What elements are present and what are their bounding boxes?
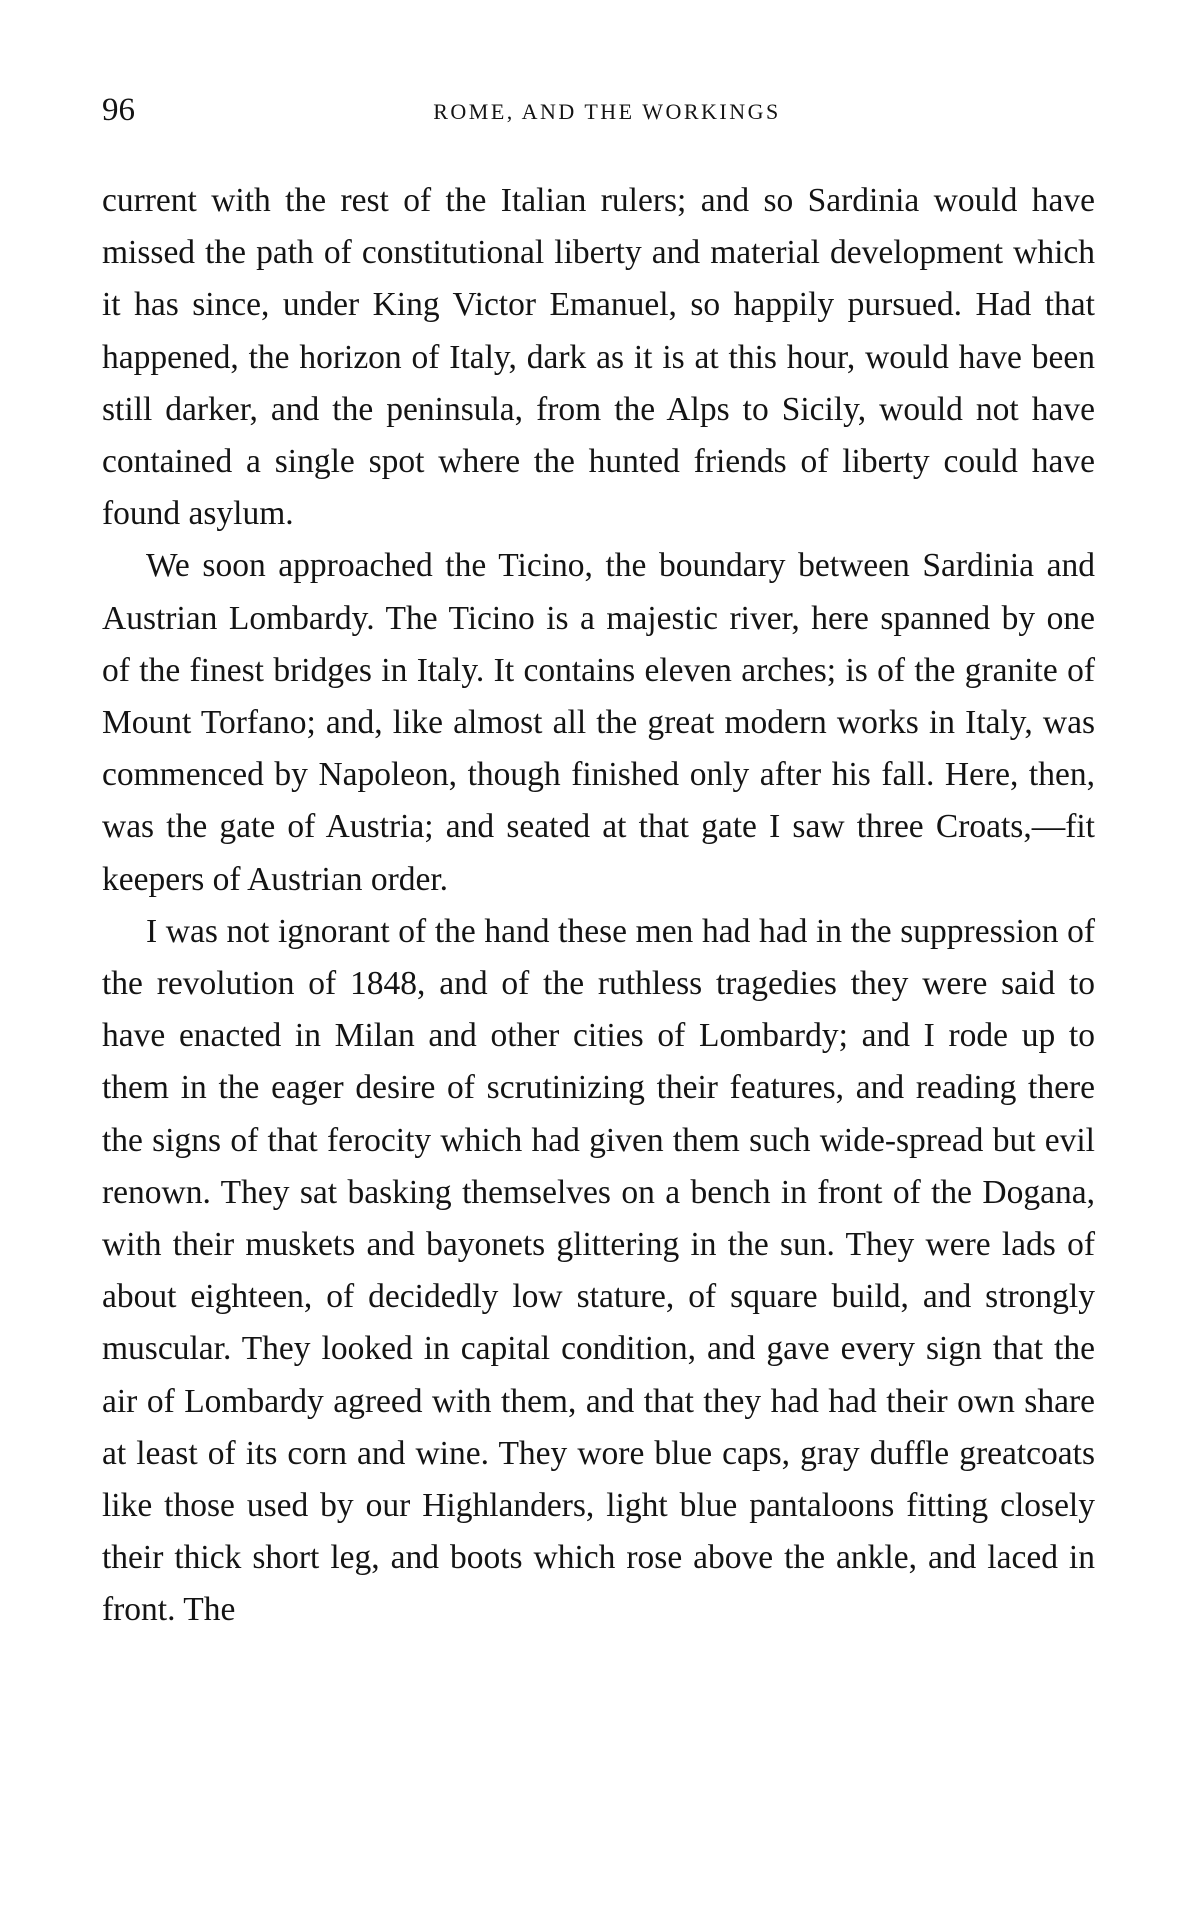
paragraph-3: I was not ignorant of the hand these men had had in the suppression of the revolution of 1848, and of the ruthless tragedies they were said to have enacted in Milan and other cities of Lombardy; and I rode up to them in the eager desire of scrutinizing their features, and reading there the signs of that ferocity which had given them such wide-spread but evil renown. They sat basking themselves on a bench in front of the Dogana, with their muskets and bayonets glittering in the sun. They were lads of about eighteen, of decidedly low stature, of square build, and strongly muscular. They looked in capital condition, and gave every sign that the air of Lombardy agreed with them, and that they had had their own share at least of its corn and wine. They wore blue caps, gray duffle greatcoats like those used by our Highlanders, light blue pantaloons fitting closely their thick short leg, and boots which rose above the ankle, and laced in front. The	[102, 912, 1095, 1629]
running-title: ROME, AND THE WORKINGS	[433, 99, 781, 124]
paragraph-1: current with the rest of the Italian rulers; and so Sardinia would have missed the path of constitutional liberty and material development which it has since, under King Victor Emanuel, so happily pursued. Had that happened, the horizon of Italy, dark as it is at this hour, would have been still darker, and the peninsula, from the Alps to Sicily, would not have contained a single spot where the hunted friends of liberty could have found asylum.	[102, 182, 1095, 533]
body-text	[102, 175, 1095, 1637]
paragraph-2: We soon approached the Ticino, the boundary between Sardinia and Austrian Lombardy. The Ticino is a majestic river, here spanned by one of the finest bridges in Italy. It contains eleven arches; is of the granite of Mount Torfano; and, like almost all the great modern works in Italy, was commenced by Napoleon, though finished only after his fall. Here, then, was the gate of Austria; and seated at that gate I saw three Croats,—fit keepers of Austrian order.	[102, 547, 1095, 898]
page-number: 96	[102, 92, 135, 128]
running-head	[102, 90, 1092, 130]
